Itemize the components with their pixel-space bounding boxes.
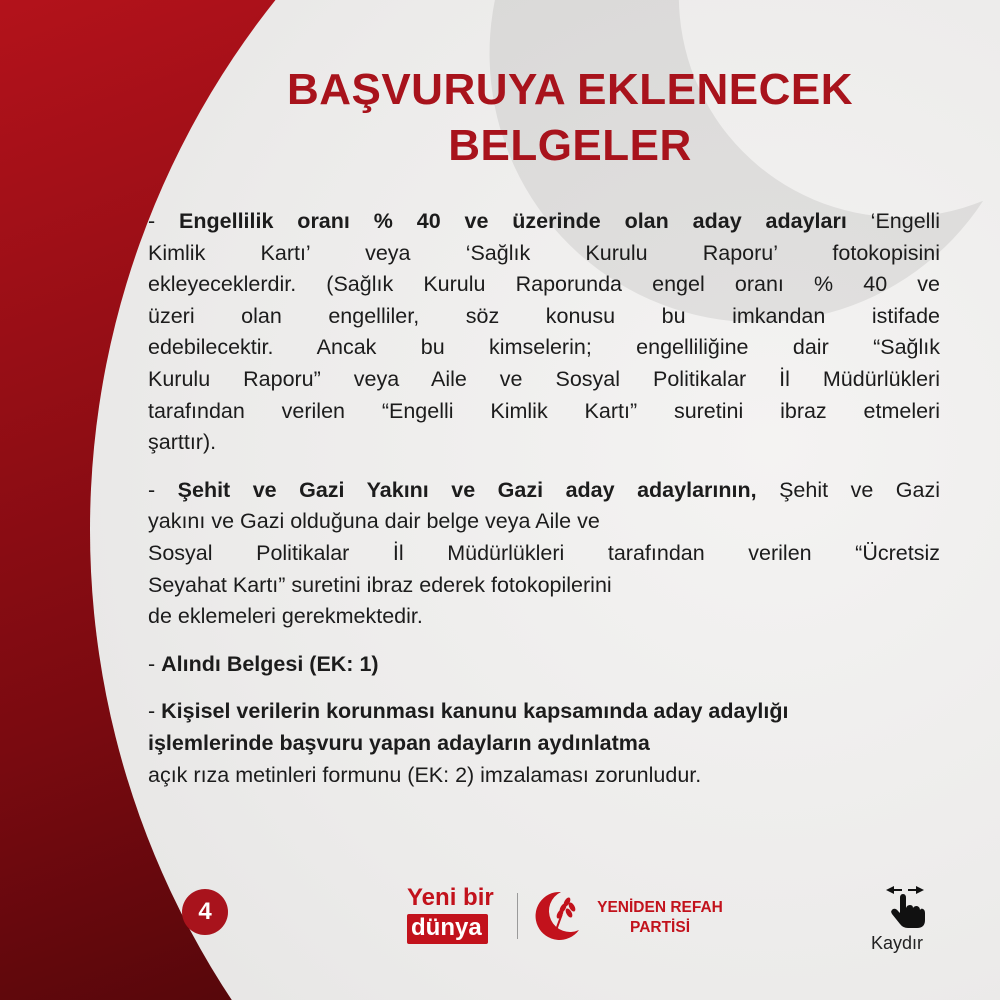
- logo-divider: [517, 893, 518, 939]
- page-number-badge: 4: [182, 889, 228, 935]
- swipe-label: Kaydır: [870, 933, 924, 953]
- paragraph-disability: - Engellilik oranı % 40 ve üzerinde olan aday adayları ‘Engelli Kimlik Kartı’ veya ‘Sağlık Kurulu Raporu’ fotokopisini ekleyeceklerdir. (Sağlık Kurulu Raporunda engel oranı % 40 ve üzeri olan engelliler, söz konusu bu imkandan istifade edebilecektir. Ancak bu kimselerin; engelliliğine dair “Sağlık Kurulu Raporu” veya Aile ve Sosyal Politikalar İl Müdürlükleri tarafından verilen “Engelli Kimlik Kartı” suretini ibraz etmeleri şarttır).: [148, 209, 941, 455]
- hand-swipe-icon[interactable]: [880, 880, 930, 930]
- paragraph-martyr-veteran: - Şehit ve Gazi Yakını ve Gazi aday adaylarının, Şehit ve Gazi yakını ve Gazi olduğuna dair belge veya Aile ve Sosyal Politikalar İl Müdürlükleri tarafından verilen “Ücretsiz Seyahat Kartı” suretini ibraz ederek fotokopilerini de eklemeleri gerekmektedir.: [148, 477, 940, 629]
- page-title: BAŞVURUYA EKLENECEK BELGELER: [286, 65, 854, 170]
- slogan-logo: Yeni bir dünya: [407, 884, 494, 944]
- document-body: [148, 206, 940, 807]
- paragraph-kvkk: - Kişisel verilerin korunması kanunu kapsamında aday adaylığı işlemlerinde başvuru yapan adayların aydınlatma açık rıza metinleri formunu (EK: 2) imzalaması zorunludur.: [148, 699, 789, 787]
- party-name: YENİDEN REFAH PARTİSİ: [597, 899, 723, 936]
- crescent-wheat-icon: [527, 886, 587, 946]
- paragraph-receipt: - Alındı Belgesi (EK: 1): [148, 651, 379, 676]
